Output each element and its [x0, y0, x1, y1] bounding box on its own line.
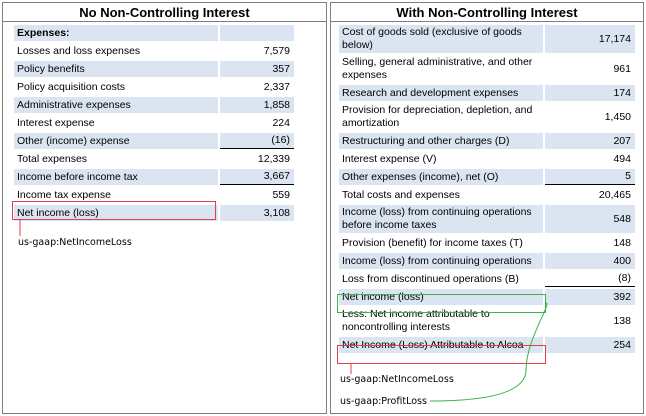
row-label: Provision for depreciation, depletion, and amortization — [342, 104, 533, 129]
row-value: 494 — [613, 152, 631, 165]
right-statement-row — [339, 235, 635, 251]
row-label: Other expenses (income), net (O) — [339, 169, 543, 185]
row-label: Loss from discontinued operations (B) — [342, 272, 519, 285]
left-statement-row — [14, 25, 294, 41]
left-statement-row — [14, 61, 294, 77]
right-net-income-xbrl-tag: us-gaap:NetIncomeLoss — [340, 374, 454, 385]
row-value: 20,465 — [598, 188, 631, 201]
row-value: 559 — [272, 188, 290, 201]
row-label: Losses and loss expenses — [17, 44, 141, 57]
right-statement-row — [339, 151, 635, 167]
row-value: 1,858 — [220, 97, 294, 113]
right-statement-row — [339, 103, 635, 131]
row-label: Policy benefits — [14, 61, 218, 77]
row-value: 5 — [545, 169, 635, 185]
row-value: (8) — [545, 271, 635, 287]
right-profit-loss-xbrl-tag: us-gaap:ProfitLoss — [340, 396, 427, 407]
row-label: Net income (loss) — [339, 289, 543, 305]
right-panel-title: With Non-Controlling Interest — [331, 3, 643, 22]
right-statement-row — [339, 85, 635, 101]
row-label: Provision (benefit) for income taxes (T) — [342, 236, 523, 249]
row-value: 138 — [613, 314, 631, 327]
row-value: 548 — [545, 205, 635, 233]
row-label: Interest expense — [17, 116, 95, 129]
row-value: 224 — [272, 116, 290, 129]
row-value: 3,108 — [220, 205, 294, 221]
row-value: 207 — [545, 133, 635, 149]
right-statement-row — [339, 169, 635, 185]
left-statement-row — [14, 43, 294, 59]
right-statement-row — [339, 205, 635, 233]
row-value: 400 — [545, 253, 635, 269]
left-xbrl-tag: us-gaap:NetIncomeLoss — [18, 237, 132, 248]
row-label: Policy acquisition costs — [17, 80, 125, 93]
row-value — [220, 25, 294, 41]
left-statement-row — [14, 133, 294, 149]
row-label: Restructuring and other charges (D) — [339, 133, 543, 149]
row-value: 3,667 — [220, 169, 294, 185]
left-statement-table — [14, 25, 294, 223]
row-value: 392 — [545, 289, 635, 305]
row-value: 12,339 — [257, 152, 290, 165]
right-statement-row — [339, 187, 635, 203]
row-label: Expenses: — [14, 25, 218, 41]
row-label: Cost of goods sold (exclusive of goods below) — [339, 25, 543, 53]
row-label: Income (loss) from continuing operations — [339, 253, 543, 269]
row-value: 1,450 — [604, 110, 631, 123]
row-label: Research and development expenses — [339, 85, 543, 101]
row-label: Income tax expense — [17, 188, 111, 201]
row-value: 254 — [545, 337, 635, 353]
row-value: 357 — [220, 61, 294, 77]
row-value: 174 — [545, 85, 635, 101]
row-label: Total expenses — [17, 152, 88, 165]
row-label: Net Income (Loss) Attributable to Alcoa — [339, 337, 543, 353]
left-statement-row — [14, 169, 294, 185]
left-panel-title: No Non-Controlling Interest — [3, 3, 326, 22]
row-label: Other (income) expense — [14, 133, 218, 149]
left-statement-row — [14, 97, 294, 113]
right-attributable-highlight — [337, 345, 546, 364]
row-label: Income before income tax — [14, 169, 218, 185]
right-statement-row — [339, 253, 635, 269]
right-statement-row — [339, 25, 635, 53]
row-value: 7,579 — [263, 44, 290, 57]
left-statement-row — [14, 115, 294, 131]
row-label: Administrative expenses — [14, 97, 218, 113]
left-statement-row — [14, 79, 294, 95]
left-statement-row — [14, 151, 294, 167]
left-net-income-highlight — [12, 201, 216, 220]
right-statement-row — [339, 133, 635, 149]
row-value: 148 — [613, 236, 631, 249]
right-net-income-highlight — [337, 294, 546, 313]
row-label: Net income (loss) — [14, 205, 218, 221]
row-value: (16) — [220, 133, 294, 149]
row-label: Income (loss) from continuing operations before income taxes — [339, 205, 543, 233]
row-label: Less: Net income attributable to noncontrolling interests — [342, 308, 490, 333]
row-value: 961 — [613, 62, 631, 75]
row-value: 17,174 — [545, 25, 635, 53]
right-statement-row — [339, 271, 635, 287]
row-label: Total costs and expenses — [342, 188, 460, 201]
row-value: 2,337 — [263, 80, 290, 93]
row-label: Interest expense (V) — [342, 152, 437, 165]
row-label: Selling, general administrative, and other expenses — [342, 56, 533, 81]
right-statement-row — [339, 55, 635, 83]
